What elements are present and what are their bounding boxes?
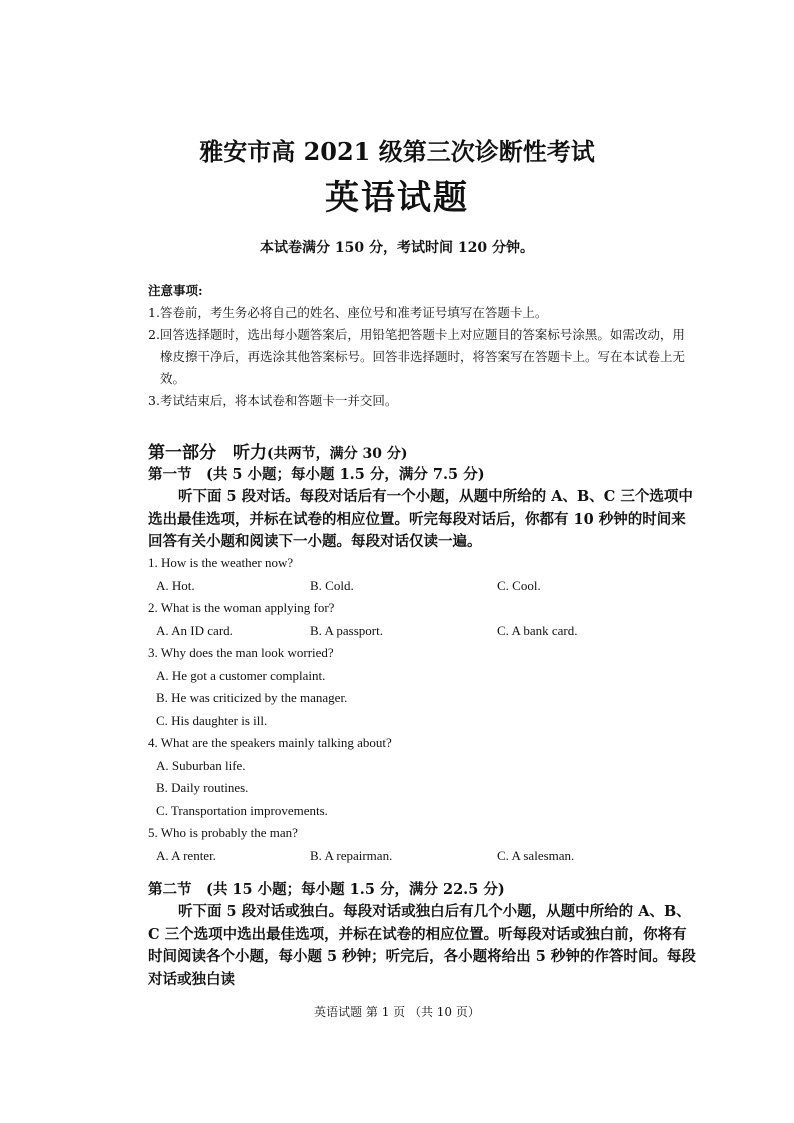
- notice-block: [148, 280, 700, 412]
- section2-instructions: 听下面 5 段对话或独白。每段对话或独白后有几个小题，从题中所给的 A、B、C 三个选项中选出最佳选项，并标在试卷的相应位置。听每段对话或独白前，你将有时间阅读各个小题，每小题 5 秒钟；听完后，各小题将给出 5 秒钟的作答时间。每段对话或独白读: [148, 903, 696, 988]
- notice-item: 2.回答选择题时，选出每小题答案后，用铅笔把答题卡上对应题目的答案标号涂黑。如需改动，用: [148, 327, 685, 342]
- option-b: B. A repairman.: [310, 848, 393, 863]
- section1-instructions: 听下面 5 段对话。每段对话后有一个小题，从题中所给的 A、B、C 三个选项中选出最佳选项，并标在试卷的相应位置。听完每段对话后，你都有 10 秒钟的时间来回答有关小题和阅读下一小题。每段对话仅读一遍。: [148, 488, 693, 550]
- part1-heading: [148, 438, 407, 463]
- option-c: C. His daughter is ill.: [156, 713, 268, 728]
- option-c: C. A salesman.: [497, 848, 575, 863]
- option-b: B. A passport.: [310, 623, 383, 638]
- question-stem: 2. What is the woman applying for?: [148, 600, 335, 615]
- question-stem: 5. Who is probably the man?: [148, 825, 298, 840]
- section1-title: 第一节 (共 5 小题；每小题 1.5 分，满分 7.5 分): [148, 466, 485, 483]
- notice-heading: 注意事项:: [148, 283, 203, 298]
- notice-item: 3.考试结束后，将本试卷和答题卡一并交回。: [148, 393, 398, 408]
- option-c: C. A bank card.: [497, 623, 578, 638]
- notice-item: 1.答卷前，考生务必将自己的姓名、座位号和准考证号填写在答题卡上。: [148, 305, 548, 320]
- option-c: C. Cool.: [497, 578, 541, 593]
- question-stem: 4. What are the speakers mainly talking about?: [148, 735, 392, 750]
- section2-title: 第二节 (共 15 小题；每小题 1.5 分，满分 22.5 分): [148, 881, 505, 898]
- question-stem: 1. How is the weather now?: [148, 555, 294, 570]
- notice-item: 橡皮擦干净后，再选涂其他答案标号。回答非选择题时，将答案写在答题卡上。写在本试卷上无: [160, 349, 686, 364]
- option-c: C. Transportation improvements.: [156, 803, 328, 818]
- notice-item: 效。: [160, 371, 186, 386]
- exam-title: 雅安市高 2021 级第三次诊断性考试: [199, 137, 595, 166]
- option-b: B. He was criticized by the manager.: [156, 690, 348, 705]
- page-footer: 英语试题 第 1 页 （共 10 页）: [314, 1005, 480, 1019]
- option-b: B. Daily routines.: [156, 780, 249, 795]
- option-a: A. He got a customer complaint.: [156, 668, 326, 683]
- option-b: B. Cold.: [310, 578, 354, 593]
- part1-title: 第一部分 听力: [148, 443, 267, 463]
- option-a: A. Hot.: [156, 578, 195, 593]
- subject-title: 英语试题: [325, 178, 469, 218]
- option-a: A. Suburban life.: [156, 758, 246, 773]
- exam-subtitle: 本试卷满分 150 分，考试时间 120 分钟。: [260, 240, 534, 256]
- part1-title-note: (共两节，满分 30 分): [267, 446, 408, 462]
- option-a: A. An ID card.: [156, 623, 233, 638]
- question-stem: 3. Why does the man look worried?: [148, 645, 334, 660]
- option-a: A. A renter.: [156, 848, 216, 863]
